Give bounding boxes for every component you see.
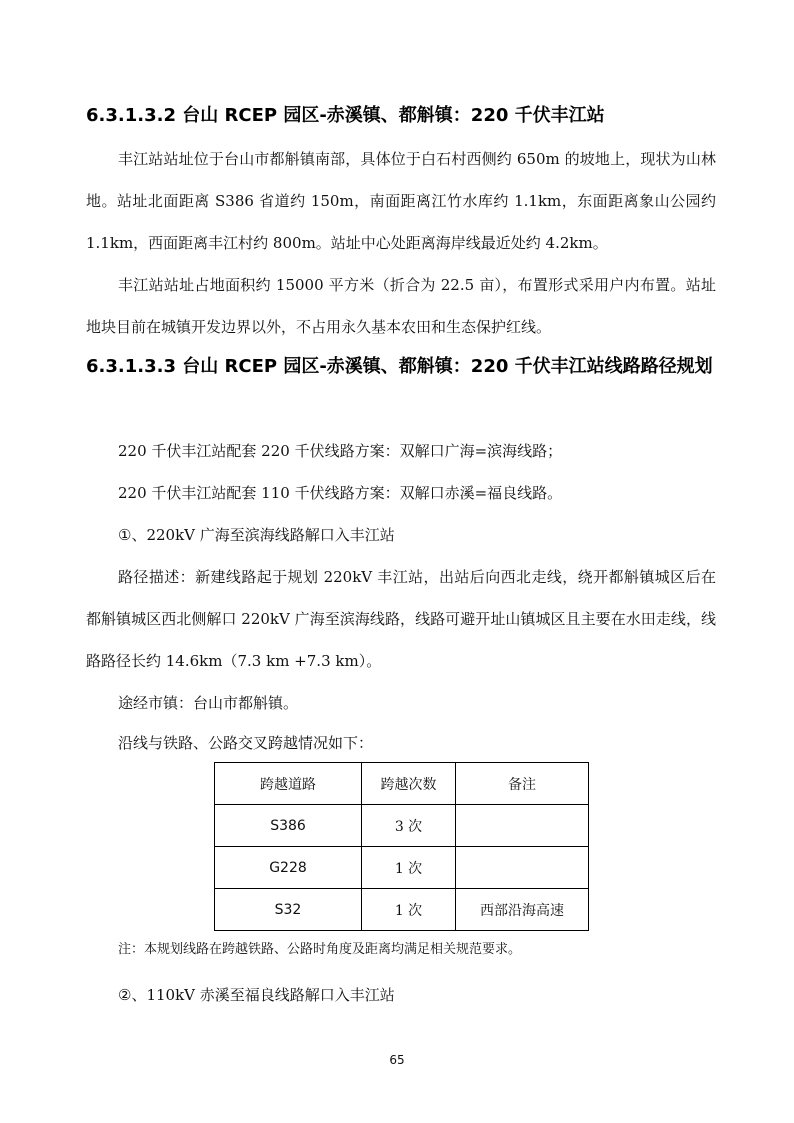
item-2-title: ②、110kV 赤溪至福良线路解口入丰江站 — [118, 986, 395, 1004]
table-note: 注：本规划线路在跨越铁路、公路时角度及距离均满足相关规范要求。 — [118, 942, 522, 957]
table-header-count: 跨越次数 — [362, 763, 456, 805]
table-row — [215, 889, 589, 931]
table-cell-count: 1 次 — [362, 847, 456, 889]
table-cell-count: 1 次 — [362, 889, 456, 931]
line-plan-110kv: 220 千伏丰江站配套 110 千伏线路方案：双解口赤溪=福良线路。 — [118, 484, 563, 502]
table-cell-remark: 西部沿海高速 — [456, 889, 589, 931]
table-row — [215, 805, 589, 847]
line-plan-220kv: 220 千伏丰江站配套 220 千伏线路方案：双解口广海=滨海线路； — [118, 442, 563, 460]
page-number: 65 — [389, 1053, 405, 1067]
table-intro: 沿线与铁路、公路交叉跨越情况如下： — [118, 734, 374, 752]
table-cell-road: G228 — [215, 847, 362, 889]
table-header-row — [215, 763, 589, 805]
crossing-table — [214, 762, 589, 931]
table-cell-road: S386 — [215, 805, 362, 847]
table-header-remark: 备注 — [456, 763, 589, 805]
table-cell-remark — [456, 805, 589, 847]
table-cell-count: 3 次 — [362, 805, 456, 847]
towns-passed: 途经市镇：台山市都斛镇。 — [118, 694, 299, 712]
item-1-title: ①、220kV 广海至滨海线路解口入丰江站 — [118, 526, 395, 544]
table-row — [215, 847, 589, 889]
station-location-paragraph: 丰江站站址位于台山市都斛镇南部，具体位于白石村西侧约 650m 的坡地上，现状为山林地。站址北面距离 S386 省道约 150m，南面距离江竹水库约 1.1km，东面距离象山公园约 1.1km，西面距离丰江村约 800m。站址中心处距离海岸线最近处约 4.2km。 — [86, 150, 716, 252]
station-area-paragraph: 丰江站站址占地面积约 15000 平方米（折合为 22.5 亩），布置形式采用户内布置。站址地块目前在城镇开发边界以外，不占用永久基本农田和生态保护红线。 — [86, 276, 716, 336]
section-heading-fengjiang-station: 6.3.1.3.2 台山 RCEP 园区-赤溪镇、都斛镇：220 千伏丰江站 — [86, 105, 605, 126]
table-cell-remark — [456, 847, 589, 889]
table-cell-road: S32 — [215, 889, 362, 931]
table-header-road: 跨越道路 — [215, 763, 362, 805]
route-description-paragraph: 路径描述：新建线路起于规划 220kV 丰江站，出站后向西北走线，绕开都斛镇城区后在都斛镇城区西北侧解口 220kV 广海至滨海线路，线路可避开址山镇城区且主要在水田走线，线路路径长约 14.6km（7.3 km +7.3 km）。 — [86, 568, 716, 670]
section-heading-line-route-planning: 6.3.1.3.3 台山 RCEP 园区-赤溪镇、都斛镇：220 千伏丰江站线路路径规划 — [86, 356, 713, 377]
